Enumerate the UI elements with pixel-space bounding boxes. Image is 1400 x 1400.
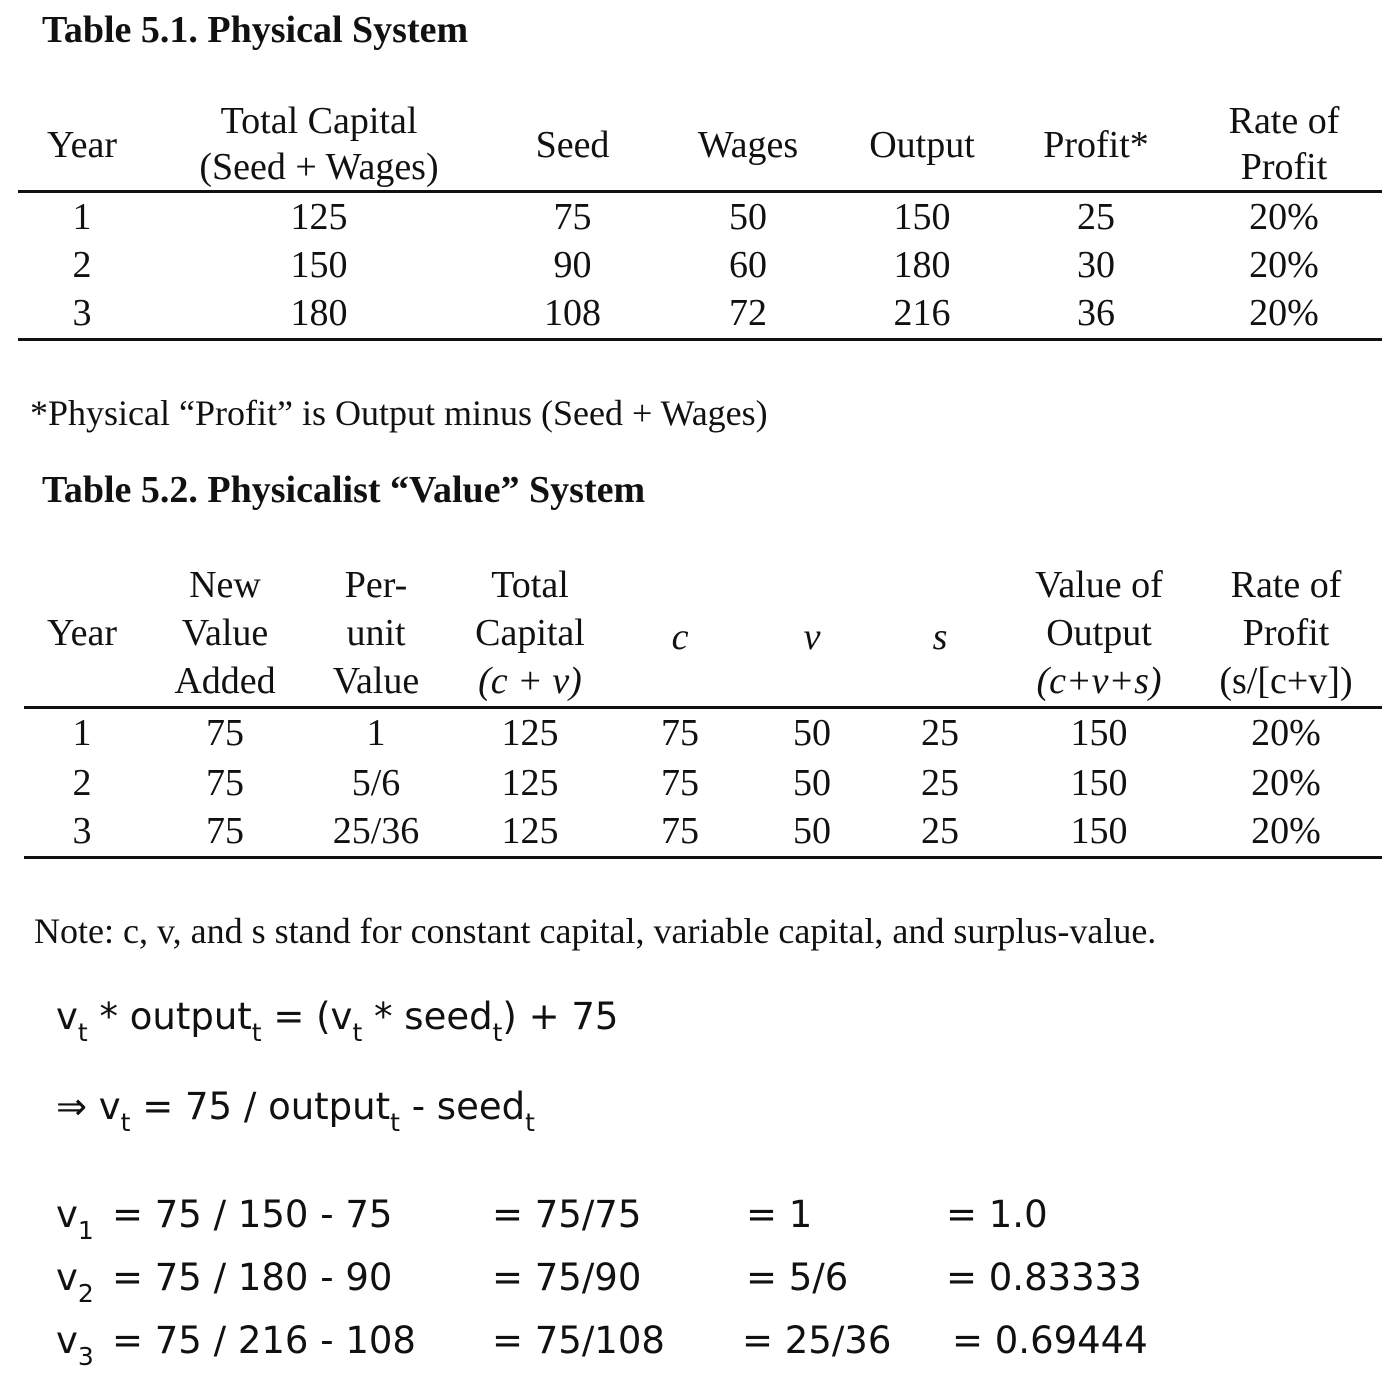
eq-text: v (56, 1256, 78, 1299)
result-symbol (56, 1319, 94, 1371)
t52-cell: 1 (366, 712, 386, 754)
result-expression: = 75 / 180 - 90 (112, 1256, 393, 1299)
t52-cell: 2 (72, 762, 92, 804)
t52-header-per-unit-value: unit (346, 612, 406, 654)
t51-cell: 180 (290, 292, 348, 334)
eq-text: v (56, 995, 78, 1038)
t52-header-rate-of-profit: Profit (1242, 612, 1330, 654)
t51-header-rate: Rate of (1228, 100, 1340, 142)
t51-cell: 20% (1249, 244, 1319, 286)
t52-cell: 75 (661, 810, 699, 852)
t51-bottom-rule (18, 338, 1382, 341)
t51-header-total-capital: Total Capital (220, 100, 418, 142)
eq-text: ) + 75 (502, 995, 619, 1038)
t51-header-rule (18, 190, 1382, 193)
eq-subscript: 3 (77, 1342, 94, 1371)
t51-header-total-capital-sub: (Seed + Wages) (199, 146, 439, 188)
t52-cell: 75 (661, 712, 699, 754)
t52-cell: 75 (661, 762, 699, 804)
result-decimal: = 0.69444 (952, 1319, 1148, 1362)
t51-cell: 90 (553, 244, 592, 286)
eq-subscript: t (390, 1108, 400, 1137)
t52-cell: 125 (501, 712, 559, 754)
t51-cell: 150 (893, 196, 951, 238)
t51-header-output: Output (869, 124, 975, 166)
eq-subscript: t (251, 1018, 262, 1047)
t52-bottom-rule (24, 856, 1382, 859)
t52-cell: 25/36 (332, 810, 420, 852)
t52-cell: 5/6 (351, 762, 401, 804)
t52-cell: 75 (206, 810, 244, 852)
t52-cell: 25 (921, 810, 959, 852)
t52-cell: 150 (1070, 810, 1128, 852)
t52-header-value-of-output: Value of (1035, 564, 1163, 606)
t51-cell: 30 (1077, 244, 1115, 286)
t52-header-rate-of-profit: Rate of (1230, 564, 1342, 606)
eq-subscript: 2 (77, 1279, 94, 1308)
t51-cell: 75 (553, 196, 592, 238)
t51-cell: 180 (893, 244, 951, 286)
t52-header-c: c (671, 616, 689, 658)
t52-header-rate-of-profit: (s/[c+v]) (1219, 660, 1353, 702)
t51-footnote: *Physical “Profit” is Output minus (Seed + Wages) (30, 393, 768, 433)
t52-header-s: s (932, 616, 948, 658)
t51-cell: 216 (893, 292, 951, 334)
eq-text: = (v (261, 995, 353, 1038)
result-simplified: = 5/6 (746, 1256, 849, 1299)
result-symbol (56, 1193, 94, 1245)
result-decimal: = 0.83333 (946, 1256, 1142, 1299)
result-symbol (56, 1256, 94, 1308)
t52-cell: 75 (206, 712, 244, 754)
eq-text: = 75 / output (130, 1085, 391, 1128)
t52-cell: 50 (793, 762, 831, 804)
t51-cell: 25 (1077, 196, 1115, 238)
t52-header-value-of-output: (c+v+s) (1036, 660, 1162, 702)
result-fraction: = 75/108 (492, 1319, 665, 1362)
eq-subscript: 1 (77, 1216, 94, 1245)
equation-line-2 (56, 1085, 535, 1137)
eq-subscript: t (77, 1018, 88, 1047)
t52-header-value-of-output: Output (1046, 612, 1152, 654)
eq-subscript: t (352, 1018, 363, 1047)
t52-cell: 1 (72, 712, 92, 754)
t52-header-rule (24, 706, 1382, 709)
t51-cell: 1 (72, 196, 92, 238)
t51-header-profit: Profit* (1043, 124, 1149, 166)
t52-header-total-capital: Capital (475, 612, 585, 654)
t52-cell: 25 (921, 712, 959, 754)
t51-cell: 20% (1249, 292, 1319, 334)
t52-cell: 20% (1251, 762, 1321, 804)
t51-cell: 36 (1077, 292, 1115, 334)
t51-cell: 20% (1249, 196, 1319, 238)
t52-header-per-unit-value: Value (332, 660, 420, 702)
t52-note: Note: c, v, and s stand for constant capital, variable capital, and surplus-value. (34, 911, 1157, 951)
t52-header-total-capital: Total (491, 564, 569, 606)
result-simplified: = 25/36 (742, 1319, 892, 1362)
result-expression: = 75 / 150 - 75 (112, 1193, 393, 1236)
t52-cell: 150 (1070, 762, 1128, 804)
equation-line-1 (56, 995, 619, 1047)
t52-cell: 50 (793, 712, 831, 754)
t51-cell: 50 (729, 196, 767, 238)
eq-subscript: t (492, 1018, 503, 1047)
eq-subscript: t (525, 1108, 535, 1137)
eq-text: * output (87, 995, 252, 1038)
t52-cell: 25 (921, 762, 959, 804)
t51-cell: 125 (290, 196, 348, 238)
t51-header-year: Year (46, 124, 118, 166)
t51-cell: 2 (72, 244, 92, 286)
result-fraction: = 75/90 (492, 1256, 642, 1299)
t52-header-per-unit-value: Per- (344, 564, 408, 606)
table-5-1-title: Table 5.1. Physical System (42, 9, 469, 51)
t52-cell: 125 (501, 762, 559, 804)
t52-header-v: v (803, 616, 821, 658)
eq-text: - seed (399, 1085, 526, 1128)
t51-cell: 60 (729, 244, 767, 286)
eq-text: ⇒ v (56, 1085, 121, 1128)
t52-header-new-value-added: New (189, 564, 261, 606)
eq-text: * seed (362, 995, 493, 1038)
t51-cell: 3 (72, 292, 92, 334)
result-expression: = 75 / 216 - 108 (112, 1319, 416, 1362)
t51-cell: 150 (290, 244, 348, 286)
t52-cell: 150 (1070, 712, 1128, 754)
eq-subscript: t (120, 1108, 131, 1137)
result-fraction: = 75/75 (492, 1193, 642, 1236)
t51-header-seed: Seed (535, 124, 610, 166)
result-decimal: = 1.0 (946, 1193, 1048, 1236)
t51-cell: 108 (544, 292, 601, 334)
t52-cell: 125 (501, 810, 559, 852)
eq-text: v (56, 1193, 78, 1236)
table-5-2-title: Table 5.2. Physicalist “Value” System (42, 469, 646, 511)
eq-text: v (56, 1319, 78, 1362)
t52-cell: 50 (793, 810, 831, 852)
t52-header-year: Year (46, 612, 118, 654)
t52-header-new-value-added: Added (174, 660, 276, 702)
t52-header-new-value-added: Value (181, 612, 269, 654)
result-simplified: = 1 (746, 1193, 813, 1236)
t51-cell: 72 (729, 292, 767, 334)
t52-cell: 3 (72, 810, 92, 852)
t52-cell: 75 (206, 762, 244, 804)
t51-header-rate-sub: Profit (1240, 146, 1328, 188)
t51-header-wages: Wages (697, 124, 799, 166)
t52-header-total-capital: (c + v) (478, 660, 582, 702)
t52-cell: 20% (1251, 712, 1321, 754)
t52-cell: 20% (1251, 810, 1321, 852)
